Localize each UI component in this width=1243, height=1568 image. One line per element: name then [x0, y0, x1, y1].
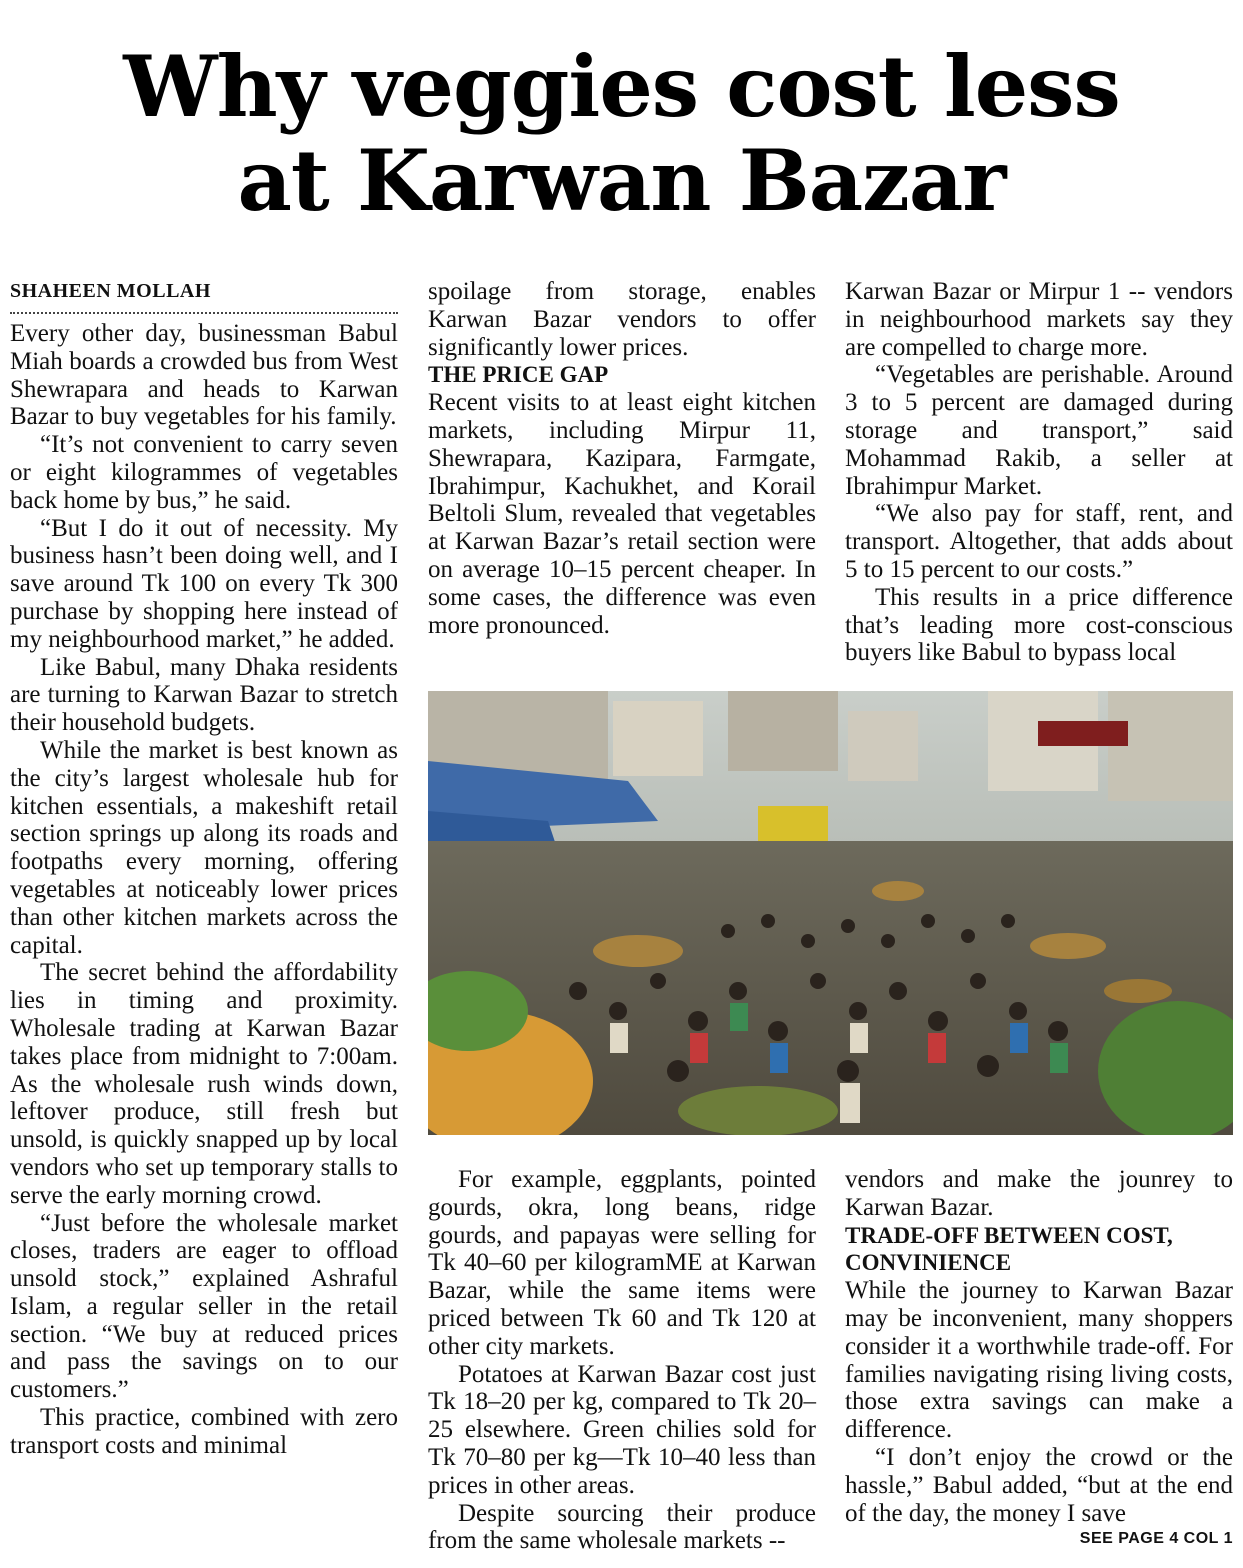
- paragraph: Like Babul, many Dhaka residents are turning to Karwan Bazar to stretch their household budgets.: [10, 653, 398, 737]
- paragraph: This practice, combined with zero transport costs and minimal: [10, 1404, 398, 1459]
- byline: SHAHEEN MOLLAH: [10, 278, 398, 314]
- paragraph: While the market is best known as the city’s largest wholesale hub for kitchen essentials, a makeshift retail section springs up along its roads and footpaths every morning, offering vegetables at noticeably lower prices than other kitchen markets across the capital.: [10, 736, 398, 959]
- headline: [0, 37, 1243, 230]
- paragraph: While the journey to Karwan Bazar may be inconvenient, many shoppers consider it a worthwhile trade-off. For families navigating rising living costs, those extra savings can make a difference.: [845, 1277, 1233, 1444]
- headline-line-1: Why veggies cost less: [123, 37, 1120, 136]
- paragraph: spoilage from storage, enables Karwan Bazar vendors to offer significantly lower prices.: [428, 278, 816, 361]
- column-3-top: [845, 278, 1233, 667]
- paragraph: This results in a price difference that’s leading more cost-conscious buyers like Babul to bypass local: [845, 583, 1233, 667]
- paragraph: “Vegetables are perishable. Around 3 to 5 percent are damaged during storage and transport,” said Mohammad Rakib, a seller at Ibrahimpur Market.: [845, 361, 1233, 500]
- paragraph: Potatoes at Karwan Bazar cost just Tk 18–20 per kg, compared to Tk 20–25 elsewhere. Green chilies sold for Tk 70–80 per kg—Tk 10–40 less than prices in other areas.: [428, 1360, 816, 1499]
- column-3-bottom: [845, 1166, 1233, 1527]
- paragraph: For example, eggplants, pointed gourds, okra, long beans, ridge gourds, and papayas were selling for Tk 40–60 per kilogramME at Karwan Bazar, while the same items were priced between Tk 60 and Tk 120 at other city markets.: [428, 1166, 816, 1360]
- paragraph: Despite sourcing their produce from the same wholesale markets --: [428, 1499, 816, 1555]
- paragraph: The secret behind the affordability lies in timing and proximity. Wholesale trading at Karwan Bazar takes place from midnight to 7:00am. As the wholesale rush winds down, leftover produce, still fresh but unsold, is quickly snapped up by local vendors who set up temporary stalls to serve the early morning crowd.: [10, 959, 398, 1209]
- headline-line-2: at Karwan Bazar: [237, 131, 1006, 230]
- paragraph: “But I do it out of necessity. My business hasn’t been doing well, and I save around Tk 100 on every Tk 300 purchase by shopping here instead of my neighbourhood market,” he added.: [10, 514, 398, 653]
- paragraph: Karwan Bazar or Mirpur 1 -- vendors in neighbourhood markets say they are compelled to charge more.: [845, 278, 1233, 361]
- paragraph: Every other day, businessman Babul Miah boards a crowded bus from West Shewrapara and heads to Karwan Bazar to buy vegetables for his family.: [10, 320, 398, 431]
- column-2-bottom: [428, 1166, 816, 1555]
- column-1: [10, 278, 398, 1460]
- jump-line: SEE PAGE 4 COL 1: [1079, 1530, 1233, 1547]
- paragraph: “Just before the wholesale market closes, traders are eager to offload unsold stock,” explained Ashraful Islam, a regular seller in the retail section. “We buy at reduced prices and pass the savings on to our customers.”: [10, 1209, 398, 1404]
- paragraph: “I don’t enjoy the crowd or the hassle,” Babul added, “but at the end of the day, the money I save: [845, 1443, 1233, 1527]
- paragraph: vendors and make the jounrey to Karwan Bazar.: [845, 1166, 1233, 1221]
- column-2-top: [428, 278, 816, 639]
- subhead-trade-off: TRADE-OFF BETWEEN COST, CONVINIENCE: [845, 1222, 1173, 1276]
- paragraph: “We also pay for staff, rent, and transport. Altogether, that adds about 5 to 15 percent to our costs.”: [845, 500, 1233, 583]
- subhead-price-gap: THE PRICE GAP: [428, 362, 609, 388]
- paragraph: Recent visits to at least eight kitchen markets, including Mirpur 11, Shewrapara, Kazipara, Farmgate, Ibrahimpur, Kachukhet, and Korail Beltoli Slum, revealed that vegetables at Karwan Bazar’s retail section were on average 10–15 percent cheaper. In some cases, the difference was even more pronounced.: [428, 389, 816, 639]
- paragraph: “It’s not convenient to carry seven or eight kilogrammes of vegetables back home by bus,” he said.: [10, 431, 398, 514]
- market-crowd-photo: [428, 691, 1233, 1135]
